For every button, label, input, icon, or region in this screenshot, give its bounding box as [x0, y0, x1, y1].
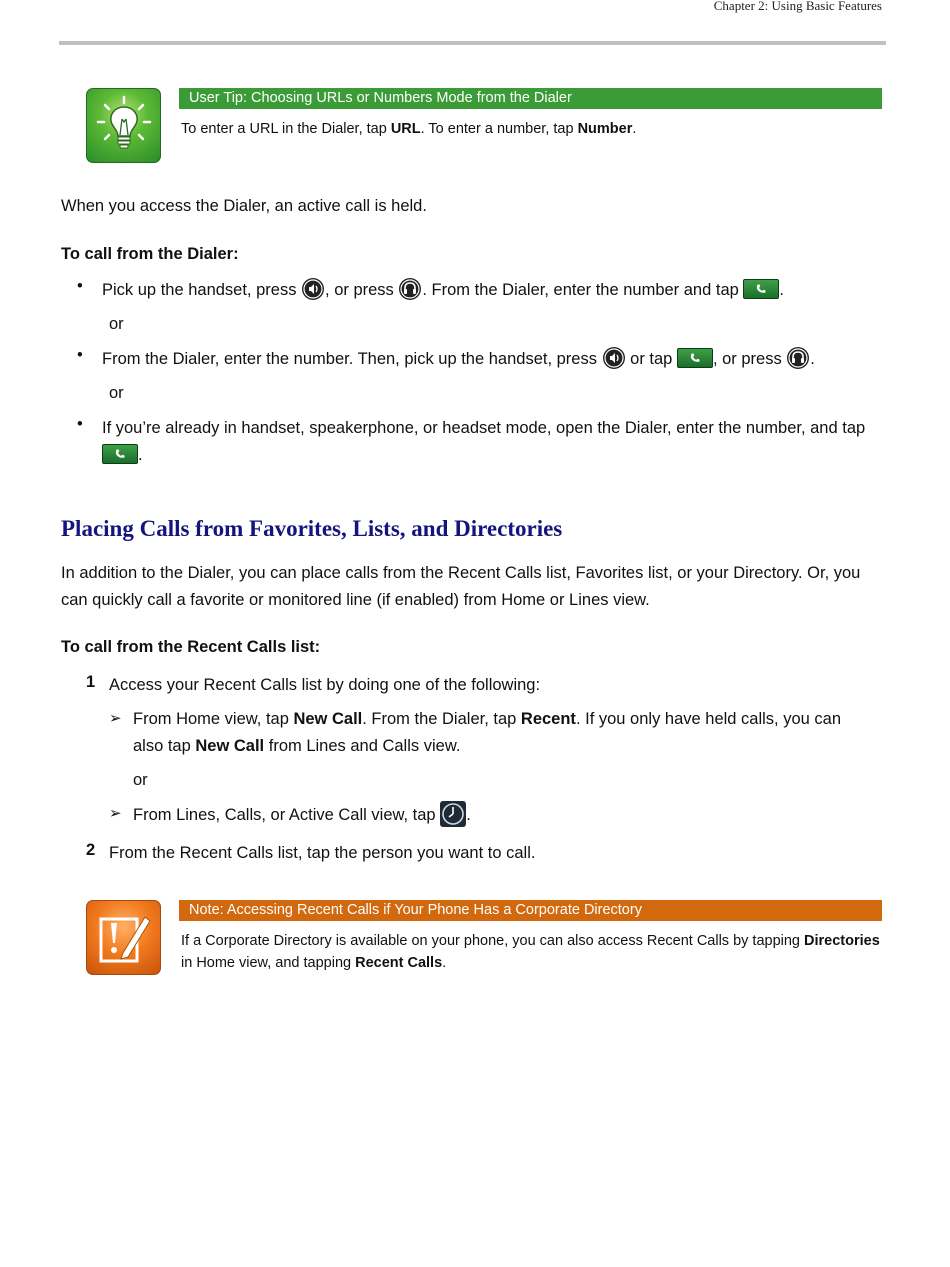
call-button-icon [743, 279, 779, 299]
arrow-bullet-icon: ➢ [109, 805, 122, 822]
note-title-bar: Note: Accessing Recent Calls if Your Phone Has a Corporate Directory [179, 900, 882, 921]
sub-step-1: From Home view, tap New Call. From the Dialer, tap Recent. If you only have held calls, you can also tap New Call from Lines and Calls view. [133, 710, 842, 755]
tip-title-bar: User Tip: Choosing URLs or Numbers Mode from the Dialer [179, 88, 882, 109]
dialer-heading: To call from the Dialer: [61, 245, 239, 263]
dialer-item-2: From the Dialer, enter the number. Then, pick up the handset, press or tap , or press . [102, 346, 892, 373]
bullet-dot: • [77, 346, 83, 364]
recent-calls-heading: To call from the Recent Calls list: [61, 638, 321, 656]
or-separator: or [133, 771, 148, 789]
sub-step-2: From Lines, Calls, or Active Call view, tap . [133, 802, 873, 829]
step-2-text: From the Recent Calls list, tap the person you want to call. [109, 844, 536, 862]
chapter-header: Chapter 2: Using Basic Features [713, 0, 882, 13]
dialer-item-3: If you’re already in handset, speakerphone, or headset mode, open the Dialer, enter the number, and tap . [102, 419, 866, 464]
step-number: 1 [86, 673, 96, 691]
recent-calls-clock-icon [440, 801, 466, 827]
step-1-text: Access your Recent Calls list by doing one of the following: [109, 676, 541, 694]
header-rule [59, 41, 886, 45]
or-separator: or [109, 384, 124, 402]
step-number: 2 [86, 841, 96, 859]
headset-icon [786, 346, 810, 370]
or-separator: or [109, 315, 124, 333]
bullet-dot: • [77, 277, 83, 295]
section-intro: In addition to the Dialer, you can place calls from the Recent Calls list, Favorites list, or your Directory. Or, you can quickly call a favorite or monitored line (if enabled) from Home or Lines view. [61, 564, 861, 609]
lightbulb-icon [86, 88, 161, 163]
tip-body: To enter a URL in the Dialer, tap URL. To enter a number, tap Number. [181, 121, 637, 137]
bullet-dot: • [77, 415, 83, 433]
dialer-item-1: Pick up the handset, press , or press . From the Dialer, enter the number and tap . [102, 277, 892, 304]
arrow-bullet-icon: ➢ [109, 710, 122, 727]
note-callout [86, 900, 882, 980]
speaker-icon [602, 346, 626, 370]
call-button-icon [102, 444, 138, 464]
dialer-intro: When you access the Dialer, an active call is held. [61, 197, 427, 215]
note-pencil-icon [86, 900, 161, 975]
call-button-icon [677, 348, 713, 368]
user-tip-callout [86, 88, 882, 168]
headset-icon [398, 277, 422, 301]
section-title: Placing Calls from Favorites, Lists, and Directories [61, 516, 563, 541]
note-body: If a Corporate Directory is available on your phone, you can also access Recent Calls by tapping Directories in Home view, and tapping Recent Calls. [181, 933, 880, 971]
speaker-icon [301, 277, 325, 301]
